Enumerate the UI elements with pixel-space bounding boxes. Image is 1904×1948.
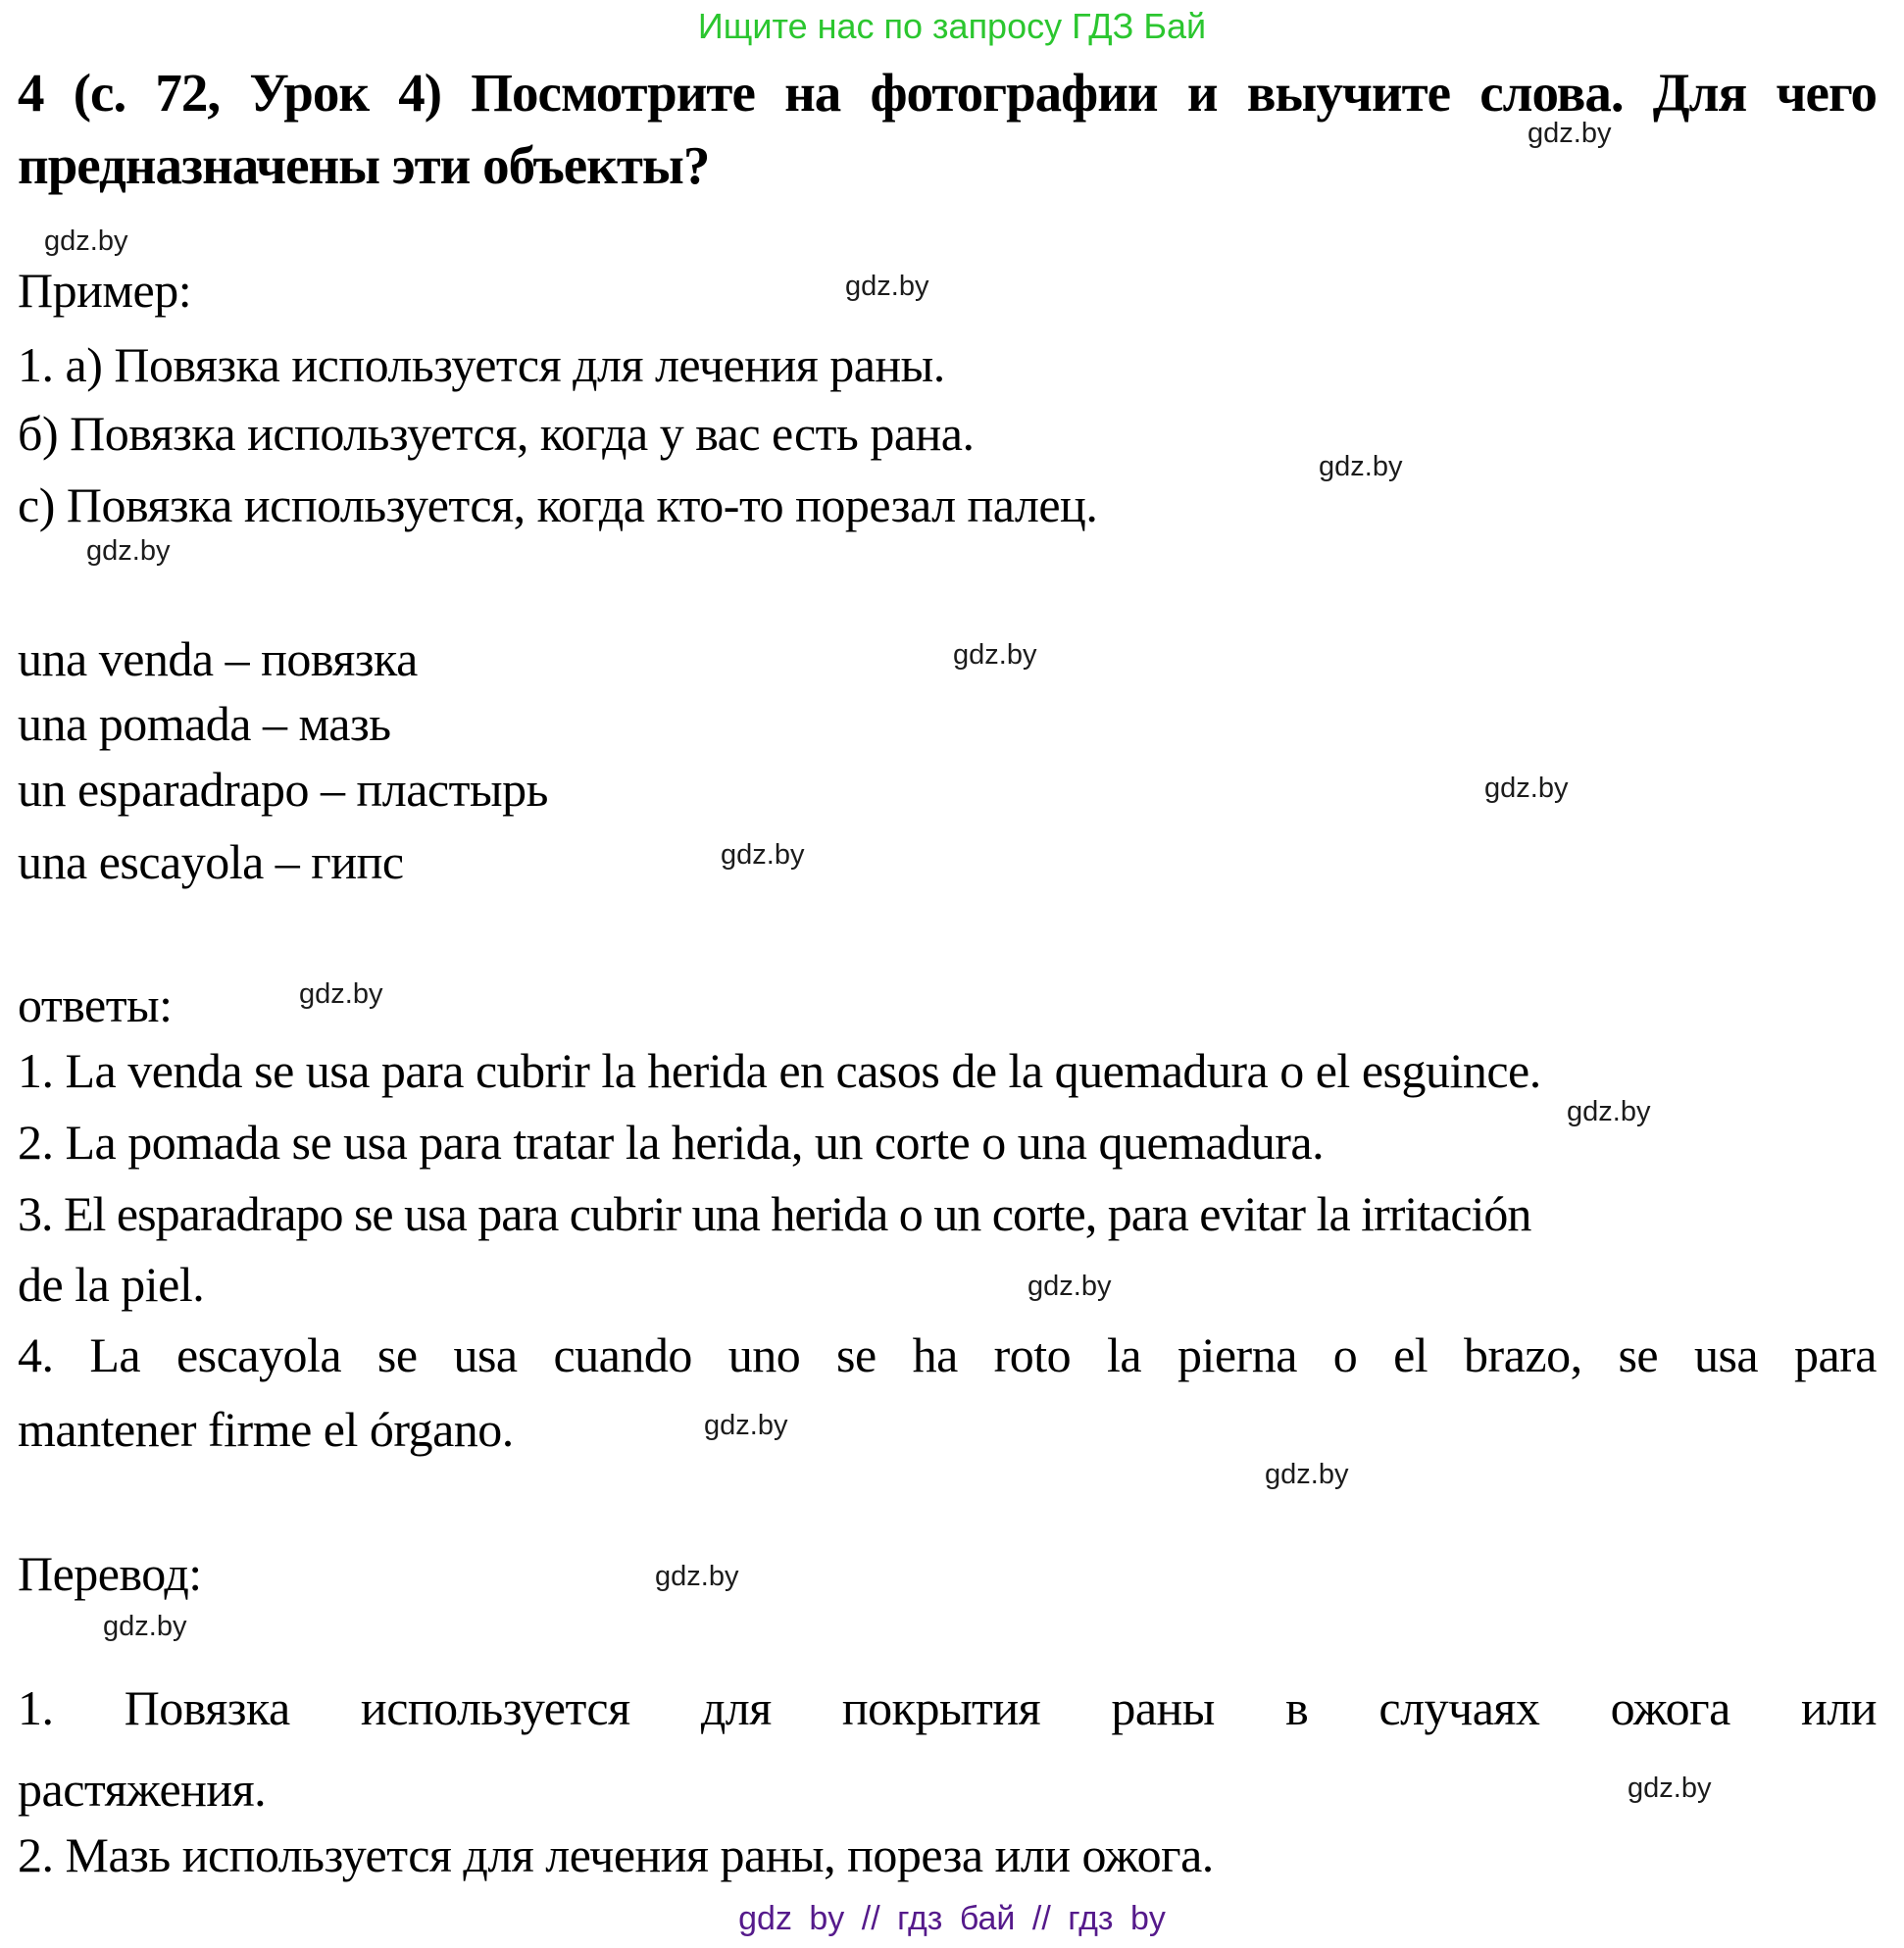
translation-heading: Перевод: [18,1546,202,1601]
promo-banner: Ищите нас по запросу ГДЗ Бай [697,6,1207,46]
example-item-c: с) Повязка используется, когда кто-то порезал палец. [18,477,1098,532]
example-heading: Пример: [18,263,192,318]
answer-4-line2: mantener firme el órgano. [18,1402,514,1457]
gdz-watermark: gdz.by [86,535,171,567]
vocab-esparadrapo: un esparadrapo – пластырь [18,762,548,817]
exercise-title-line1: 4 (с. 72, Урок 4) Посмотрите на фотографии и выучите слова. Для чего [18,63,1877,123]
gdz-watermark: gdz.by [1484,773,1569,804]
gdz-watermark: gdz.by [1567,1096,1651,1127]
answer-4-line1: 4. La escayola se usa cuando uno se ha roto la pierna o el brazo, se usa para [18,1327,1877,1382]
gdz-watermark: gdz.by [655,1561,739,1592]
gdz-watermark: gdz.by [44,225,128,257]
answer-1: 1. La venda se usa para cubrir la herida en casos de la quemadura o el esguince. [18,1043,1541,1098]
gdz-watermark: gdz.by [845,271,929,302]
translation-1-line1: 1. Повязка используется для покрытия раны в случаях ожога или [18,1680,1877,1735]
translation-2: 2. Мазь используется для лечения раны, пореза или ожога. [18,1827,1214,1882]
vocab-escayola: una escayola – гипс [18,834,404,889]
answers-heading: ответы: [18,977,173,1032]
gdz-watermark: gdz.by [1528,118,1612,149]
footer-sitename: gdz by // гдз бай // гдз by [738,1900,1166,1937]
gdz-watermark: gdz.by [1265,1459,1349,1490]
gdz-watermark: gdz.by [299,978,383,1010]
translation-1-line2: растяжения. [18,1762,267,1817]
gdz-watermark: gdz.by [103,1611,187,1642]
example-item-a: 1. а) Повязка используется для лечения раны. [18,337,945,392]
gdz-watermark: gdz.by [1027,1271,1112,1302]
answer-2: 2. La pomada se usa para tratar la herida, un corte o una quemadura. [18,1115,1325,1170]
gdz-watermark: gdz.by [721,839,805,871]
gdz-watermark: gdz.by [953,639,1037,671]
answer-3-line2: de la piel. [18,1257,205,1312]
vocab-pomada: una pomada – мазь [18,696,391,751]
gdz-watermark: gdz.by [1628,1773,1712,1804]
vocab-venda: una venda – повязка [18,631,418,686]
exercise-title-line2: предназначены эти объекты? [18,135,710,195]
gdz-watermark: gdz.by [704,1410,788,1441]
gdz-watermark: gdz.by [1319,451,1403,482]
example-item-b: б) Повязка используется, когда у вас есть рана. [18,406,975,461]
answer-3-line1: 3. El esparadrapo se usa para cubrir una herida o un corte, para evitar la irritación [18,1186,1531,1241]
